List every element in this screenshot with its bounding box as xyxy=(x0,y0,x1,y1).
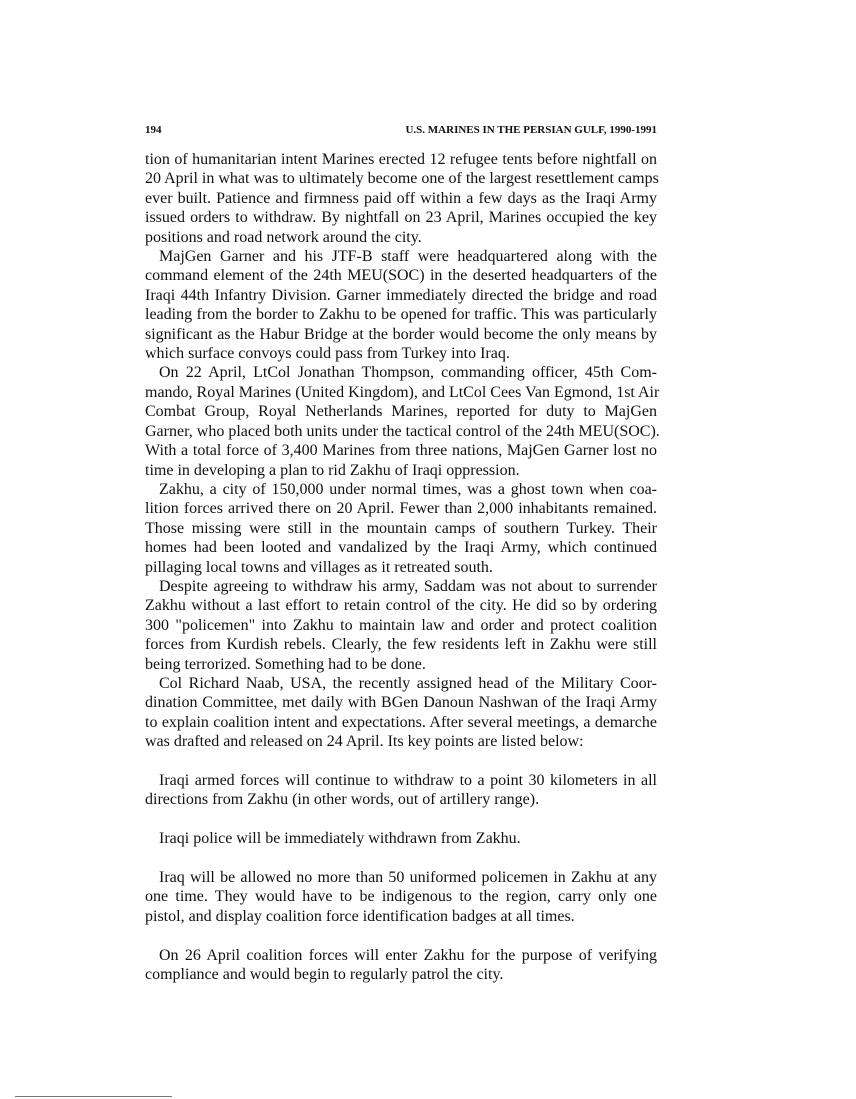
spacer xyxy=(145,752,657,771)
text-line: With a total force of 3,400 Marines from three nations, MajGen Garner lost no xyxy=(145,442,657,460)
paragraph xyxy=(145,150,657,247)
text-line: Zakhu without a last effort to retain control of the city. He did so by ordering xyxy=(145,597,657,615)
text-line: Those missing were still in the mountain camps of southern Turkey. Their xyxy=(145,519,657,537)
paragraph xyxy=(145,674,657,752)
text-line: being terrorized. Something had to be done. xyxy=(145,655,426,673)
text-line: Iraqi 44th Infantry Division. Garner immediately directed the bridge and road xyxy=(145,286,657,304)
text-line: MajGen Garner and his JTF-B staff were headquartered along with the xyxy=(159,248,657,266)
text-line: Despite agreeing to withdraw his army, Saddam was not about to surrender xyxy=(159,577,657,595)
paragraph xyxy=(145,577,657,674)
running-header xyxy=(145,124,657,142)
text-line: pistol, and display coalition force identification badges at all times. xyxy=(145,907,575,925)
text-line: On 26 April coalition forces will enter Zakhu for the purpose of verifying xyxy=(159,946,657,964)
text-line: one time. They would have to be indigenous to the region, carry only one xyxy=(145,888,657,906)
key-point xyxy=(145,829,657,848)
text-line: which surface convoys could pass from Turkey into Iraq. xyxy=(145,345,510,363)
text-line: Iraqi armed forces will continue to withdraw to a point 30 kilometers in all xyxy=(159,771,657,789)
text-line: tion of humanitarian intent Marines erected 12 refugee tents before nightfall on xyxy=(145,151,657,168)
text-line: 300 "policemen" into Zakhu to maintain law and order and protect coalition xyxy=(145,616,657,634)
text-line: 20 April in what was to ultimately become one of the largest resettlement camps xyxy=(145,170,659,188)
body-text xyxy=(145,150,660,984)
paragraph xyxy=(145,247,657,363)
text-line: command element of the 24th MEU(SOC) in the deserted headquarters of the xyxy=(145,267,657,285)
paragraph xyxy=(145,363,660,479)
text-line: Combat Group, Royal Netherlands Marines, reported for duty to MajGen xyxy=(145,403,657,421)
text-line: Col Richard Naab, USA, the recently assigned head of the Military Coor- xyxy=(159,674,657,692)
paragraph xyxy=(145,480,657,577)
text-line: compliance and would begin to regularly patrol the city. xyxy=(145,966,504,983)
text-line: significant as the Habur Bridge at the border would become the only means by xyxy=(145,325,657,343)
text-line: issued orders to withdraw. By nightfall on 23 April, Marines occupied the key xyxy=(145,209,657,227)
text-line: lition forces arrived there on 20 April. Fewer than 2,000 inhabitants remained. xyxy=(145,500,657,518)
key-point xyxy=(145,946,657,985)
text-line: homes had been looted and vandalized by the Iraqi Army, which continued xyxy=(145,539,657,557)
text-line: was drafted and released on 24 April. Its key points are listed below: xyxy=(145,733,584,751)
footnote-rule xyxy=(15,1096,172,1097)
page-number: 194 xyxy=(145,124,162,136)
text-line: pillaging local towns and villages as it retreated south. xyxy=(145,558,493,576)
running-title: U.S. MARINES IN THE PERSIAN GULF, 1990-1991 xyxy=(405,124,657,136)
text-line: directions from Zakhu (in other words, out of artillery range). xyxy=(145,791,540,809)
text-line: On 22 April, LtCol Jonathan Thompson, commanding officer, 45th Com- xyxy=(159,364,657,382)
key-point xyxy=(145,868,657,926)
text-line: positions and road network around the city. xyxy=(145,228,422,246)
text-line: ever built. Patience and firmness paid off within a few days as the Iraqi Army xyxy=(145,189,657,207)
text-line: forces from Kurdish rebels. Clearly, the few residents left in Zakhu were still xyxy=(145,636,657,654)
text-line: time in developing a plan to rid Zakhu of Iraqi oppression. xyxy=(145,461,520,479)
text-line: mando, Royal Marines (United Kingdom), and LtCol Cees Van Egmond, 1st Air xyxy=(145,383,660,401)
text-line: dination Committee, met daily with BGen Danoun Nashwan of the Iraqi Army xyxy=(145,694,657,712)
text-line: Garner, who placed both units under the tactical control of the 24th MEU(SOC). xyxy=(145,422,660,440)
spacer xyxy=(145,926,657,945)
spacer xyxy=(145,849,657,868)
key-point xyxy=(145,771,657,810)
text-line: leading from the border to Zakhu to be opened for traffic. This was particularly xyxy=(145,306,657,324)
text-line: Zakhu, a city of 150,000 under normal times, was a ghost town when coa- xyxy=(159,480,657,498)
text-line: Iraqi police will be immediately withdrawn from Zakhu. xyxy=(159,830,521,848)
spacer xyxy=(145,810,657,829)
text-line: Iraq will be allowed no more than 50 uniformed policemen in Zakhu at any xyxy=(159,868,657,886)
text-line: to explain coalition intent and expectations. After several meetings, a demarche xyxy=(145,713,657,731)
